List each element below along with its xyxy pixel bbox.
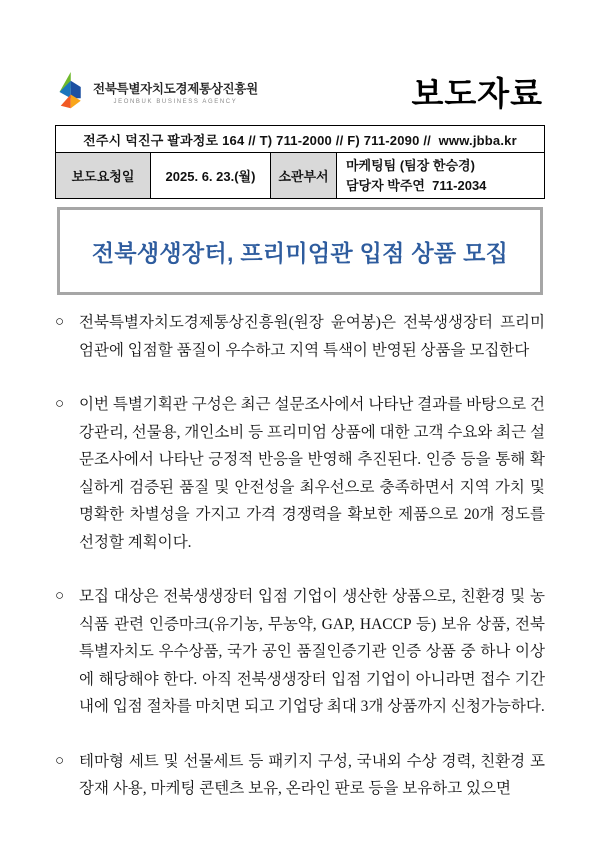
doc-type-label: 보도자료 [411, 75, 543, 112]
paragraph-text: 전북특별자치도경제통상진흥원(원장 윤여봉)은 전북생생장터 프리미엄관에 입점할 품질이 우수하고 지역 특색이 반영된 상품을 모집한다 [79, 314, 545, 359]
contact-info-table [55, 125, 545, 199]
paragraph-text: 테마형 세트 및 선물세트 등 패키지 구성, 국내외 수상 경력, 친환경 포장재 사용, 마케팅 콘텐츠 보유, 온라인 판로 등을 보유하고 있으면 [79, 752, 545, 797]
request-date-value: 2025. 6. 23.(월) [151, 153, 271, 199]
paragraph [55, 748, 545, 803]
department-contact: 담당자 박주연 711-2034 [346, 177, 487, 193]
headline: 전북생생장터, 프리미엄관 입점 상품 모집 [91, 239, 509, 266]
department-team: 마케팅팀 (팀장 한승경) [346, 158, 475, 173]
header [57, 68, 543, 115]
department-label: 소관부서 [271, 153, 337, 199]
department-value [337, 153, 545, 199]
bullet-icon: ○ [55, 752, 65, 769]
paragraph [55, 309, 545, 364]
org-logo-icon [57, 71, 87, 113]
paragraph-text: 모집 대상은 전북생생장터 입점 기업이 생산한 상품으로, 친환경 및 농식품 관련 인증마크(유기농, 무농약, GAP, HACCP 등) 보유 상품, 전북특별자치도 우수상품, 국가 공인 품질인증기관 인증 상품 중 하나 이상에 해당해야 한다. 아직 전북생생장터 입점 기업이 아니라면 접수 기간 내에 입점 절차를 마치면 되고 기업당 최대 3개 상품까지 신청가능하다. [79, 588, 545, 715]
bullet-icon: ○ [55, 396, 65, 412]
contact-info-section [55, 125, 545, 199]
org-logo-text [93, 79, 258, 105]
paragraph [55, 391, 545, 556]
org-name-english: JEONBUK BUSINESS AGENCY [113, 98, 238, 105]
address-line: 전주시 덕진구 팔과정로 164 // T) 711-2000 // F) 711-2090 // www.jbba.kr [56, 126, 545, 153]
bullet-icon: ○ [55, 314, 65, 330]
article-body [55, 309, 545, 803]
bullet-icon: ○ [55, 588, 65, 604]
org-name: 전북특별자치도경제통상진흥원 [93, 81, 258, 96]
org-logo [57, 71, 258, 113]
paragraph-text: 이번 특별기획관 구성은 최근 설문조사에서 나타난 결과를 바탕으로 건강관리, 선물용, 개인소비 등 프리미엄 상품에 대한 고객 수요와 최근 설문조사에서 나타난 긍정적 반응을 반영해 추진된다. 인증 등을 통해 확실하게 검증된 품질 및 안전성을 최우선으로 충족하면서 지역 가치 및 명확한 차별성을 가지고 가격 경쟁력을 확보한 제품으로 20개 정도를 선정할 계획이다. [79, 396, 545, 551]
request-date-label: 보도요청일 [56, 153, 151, 199]
headline-box [57, 207, 543, 295]
paragraph [55, 583, 545, 721]
